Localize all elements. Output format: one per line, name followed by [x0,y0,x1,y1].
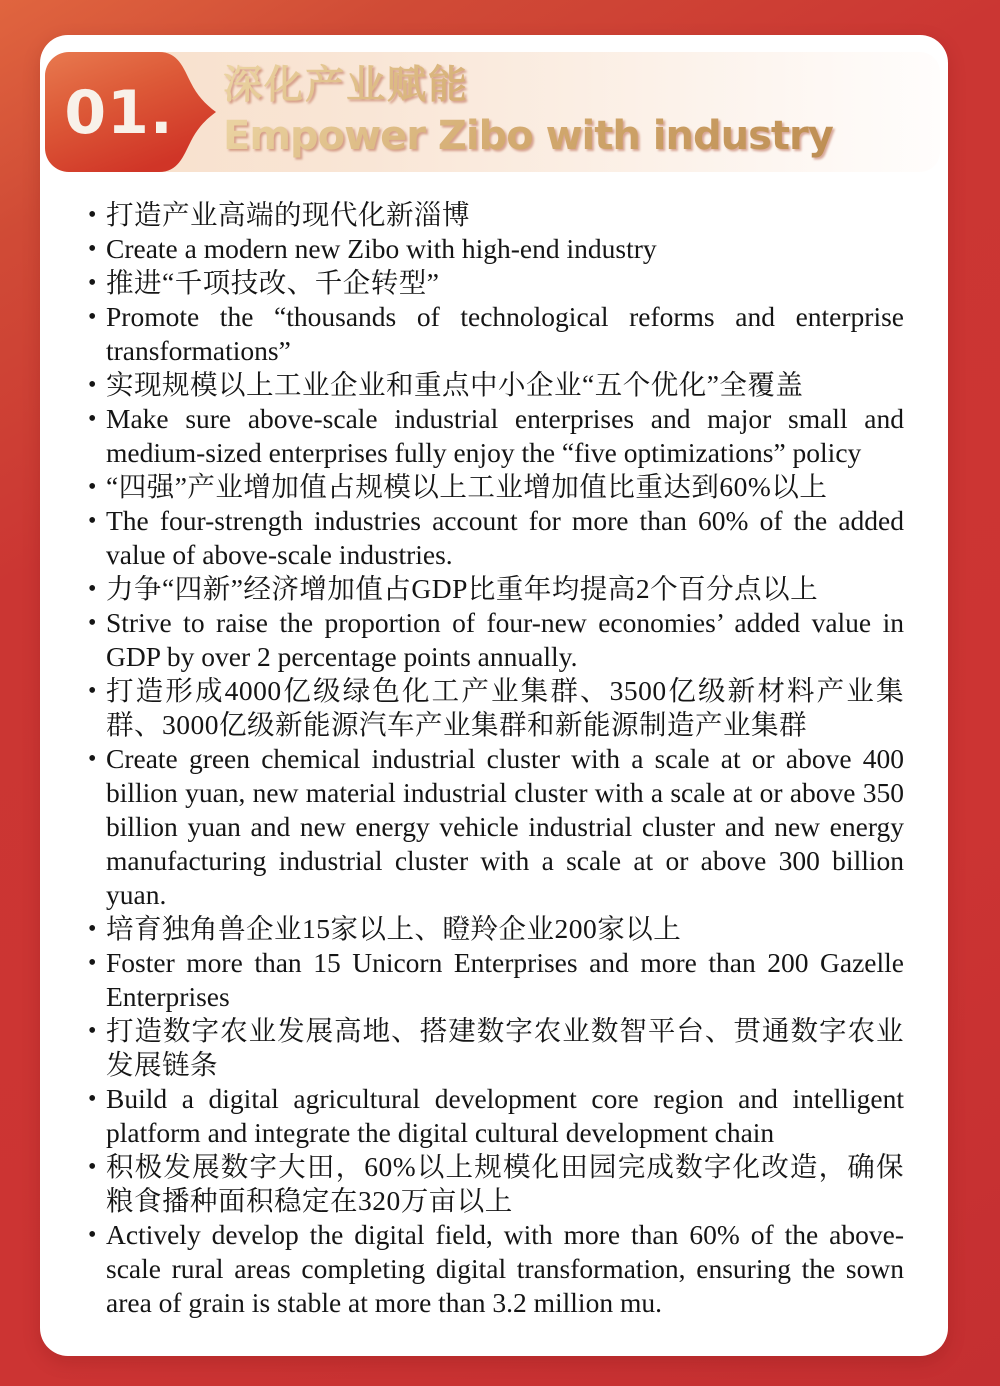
list-item [88,300,904,368]
list-item [88,232,904,266]
list-item [88,1150,904,1218]
bullet-dot-icon: • [88,1086,97,1112]
list-item-text: The four-strength industries account for more than 60% of the added value of above-scale industries. [106,505,904,570]
bullet-dot-icon: • [88,1018,97,1044]
list-item-text: 打造数字农业发展高地、搭建数字农业数智平台、贯通数字农业发展链条 [106,1015,904,1080]
bullet-dot-icon: • [88,1222,97,1248]
bullet-dot-icon: • [88,236,97,262]
list-item-text: 培育独角兽企业15家以上、瞪羚企业200家以上 [106,913,682,944]
section-number: 01. [64,78,174,148]
list-item-text: 打造产业高端的现代化新淄博 [106,199,470,230]
bullet-dot-icon: • [88,372,97,398]
list-item-text: 积极发展数字大田，60%以上规模化田园完成数字化改造，确保粮食播种面积稳定在320万亩以上 [106,1151,904,1216]
list-item-text: 打造形成4000亿级绿色化工产业集群、3500亿级新材料产业集群、3000亿级新能源汽车产业集群和新能源制造产业集群 [106,675,904,740]
list-item [88,1218,904,1320]
list-item-text: Build a digital agricultural development core region and intelligent platform and integrate the digital cultural development chain [106,1083,904,1148]
bullet-dot-icon: • [88,678,97,704]
list-item-text: 推进“千项技改、千企转型” [106,267,440,298]
section-titles [223,53,833,169]
list-item-text: Promote the “thousands of technological reforms and enterprise transformations” [106,301,904,366]
list-item-text: “四强”产业增加值占规模以上工业增加值比重达到60%以上 [106,471,828,502]
list-item [88,674,904,742]
bullet-dot-icon: • [88,270,97,296]
list-item-text: Foster more than 15 Unicorn Enterprises and more than 200 Gazelle Enterprises [106,947,904,1012]
bullet-dot-icon: • [88,304,97,330]
list-item [88,742,904,912]
list-item [88,572,904,606]
list-item-text: Make sure above-scale industrial enterprises and major small and medium-sized enterprises fully enjoy the “five optimizations” policy [106,403,904,468]
list-item [88,368,904,402]
list-item [88,402,904,470]
list-item [88,1082,904,1150]
section-header [45,50,940,172]
list-item [88,470,904,504]
content-card [40,35,948,1356]
bullet-dot-icon: • [88,202,97,228]
section-title-english: Empower Zibo with industry [223,113,833,159]
bullet-dot-icon: • [88,474,97,500]
bullet-dot-icon: • [88,508,97,534]
list-item [88,266,904,300]
bullet-dot-icon: • [88,576,97,602]
list-item-text: Create green chemical industrial cluster with a scale at or above 400 billion yuan, new material industrial cluster with a scale at or above 350 billion yuan and new energy vehicle industrial cluster and new energy manufacturing industrial cluster with a scale at or above 300 billion yuan. [106,743,904,910]
bullet-dot-icon: • [88,950,97,976]
list-item [88,606,904,674]
section-number-badge [45,52,217,172]
list-item [88,198,904,232]
list-item [88,504,904,572]
bullet-dot-icon: • [88,746,97,772]
list-item-text: 力争“四新”经济增加值占GDP比重年均提高2个百分点以上 [106,573,819,604]
list-item-text: Actively develop the digital field, with more than 60% of the above-scale rural areas completing digital transformation, ensuring the sown area of grain is stable at more than 3.2 million mu. [106,1219,904,1318]
list-item-text: Strive to raise the proportion of four-new economies’ added value in GDP by over 2 percentage points annually. [106,607,904,672]
list-item [88,946,904,1014]
bullet-dot-icon: • [88,1154,97,1180]
bullet-dot-icon: • [88,610,97,636]
list-item-text: 实现规模以上工业企业和重点中小企业“五个优化”全覆盖 [106,369,804,400]
list-item [88,1014,904,1082]
bullet-dot-icon: • [88,406,97,432]
bullet-dot-icon: • [88,916,97,942]
list-item-text: Create a modern new Zibo with high-end industry [106,233,657,264]
section-title-chinese: 深化产业赋能 [223,61,833,111]
bullet-list [88,198,904,1320]
list-item [88,912,904,946]
